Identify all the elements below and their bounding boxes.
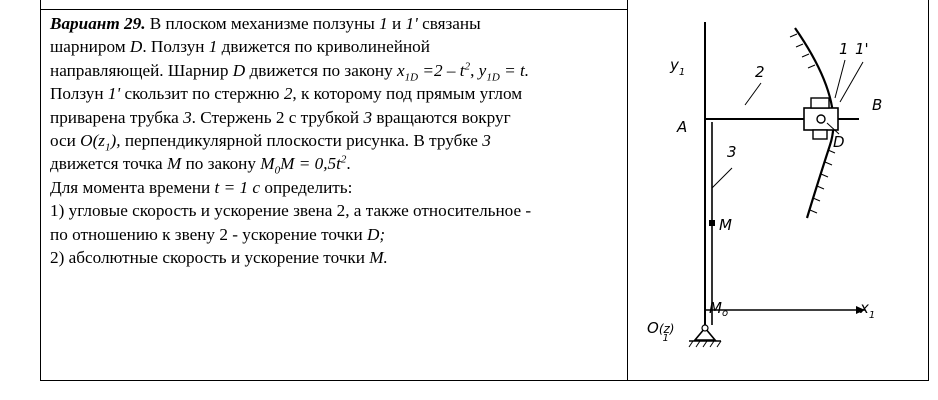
text-line-2: шарниром D. Ползун 1 движется по криволинейной	[50, 37, 430, 57]
slider-1-prime	[811, 98, 829, 108]
text-line-8: Для момента времени t = 1 с определить:	[50, 177, 353, 197]
label-3-leader	[712, 168, 732, 188]
label-O: O(z) 1	[647, 319, 675, 344]
point-M	[709, 220, 715, 226]
label-1p-leader	[840, 62, 863, 102]
x1-label: $x_1$	[860, 299, 876, 321]
label-B: B	[872, 96, 883, 114]
label-M0: $M_o$	[709, 299, 729, 319]
label-1-leader	[835, 60, 845, 98]
text-line-3: направляющей. Шарнир D движется по закону $x_{1D} =2 - t^2$, $y_{1D} = t$.	[50, 60, 530, 84]
task-text	[50, 12, 622, 269]
text-line-11: 2) абсолютные скорость и ускорение точки M.	[50, 247, 388, 267]
text-line-1: Вариант 29. В плоском механизме ползуны 1 и 1' связаны	[50, 14, 481, 33]
pivot-O	[702, 325, 708, 331]
formula-x1D: $x_{1D} =2 - t^2$	[397, 60, 471, 84]
label-3: 3	[727, 143, 737, 161]
formula-m0m: $M_0M = 0,5t^2$	[260, 153, 347, 177]
label-A: A	[677, 118, 688, 136]
label-2-leader	[745, 83, 761, 105]
label-2: 2	[755, 63, 765, 81]
ground-hatching	[689, 341, 721, 347]
text-line-9: 1) угловые скорость и ускорение звена 2, а также относительное -	[50, 201, 532, 221]
formula-y1D: $y_{1D} = t$.	[478, 60, 530, 84]
y1-label: $y_1$	[670, 56, 686, 78]
label-1: 1	[839, 40, 849, 58]
text-line-10: по отношению к звену 2 - ускорение точки D;	[50, 224, 386, 244]
slider-1-bottom	[813, 130, 827, 139]
variant-label: Вариант 29.	[50, 14, 146, 33]
label-D: D	[833, 133, 845, 151]
label-1-prime: 1'	[855, 40, 869, 58]
text-line-5: приварена трубка 3. Стержень 2 с трубкой 3 вращаются вокруг	[50, 107, 511, 127]
text-line-6: оси $O(z_1)$, перпендикулярной плоскости рисунка. В трубке 3	[50, 130, 491, 154]
table-top-rule	[41, 9, 627, 10]
mechanism-diagram	[627, 10, 897, 350]
axis-oz1: $O(z_1)$,	[80, 130, 121, 154]
label-M: M	[719, 216, 732, 234]
hinge-D	[817, 115, 825, 123]
text-line-4: Ползун 1' скользит по стержню 2, к которому под прямым углом	[50, 84, 523, 104]
text-line-7: движется точка M по закону $M_0M = 0,5t^2$.	[50, 153, 351, 177]
